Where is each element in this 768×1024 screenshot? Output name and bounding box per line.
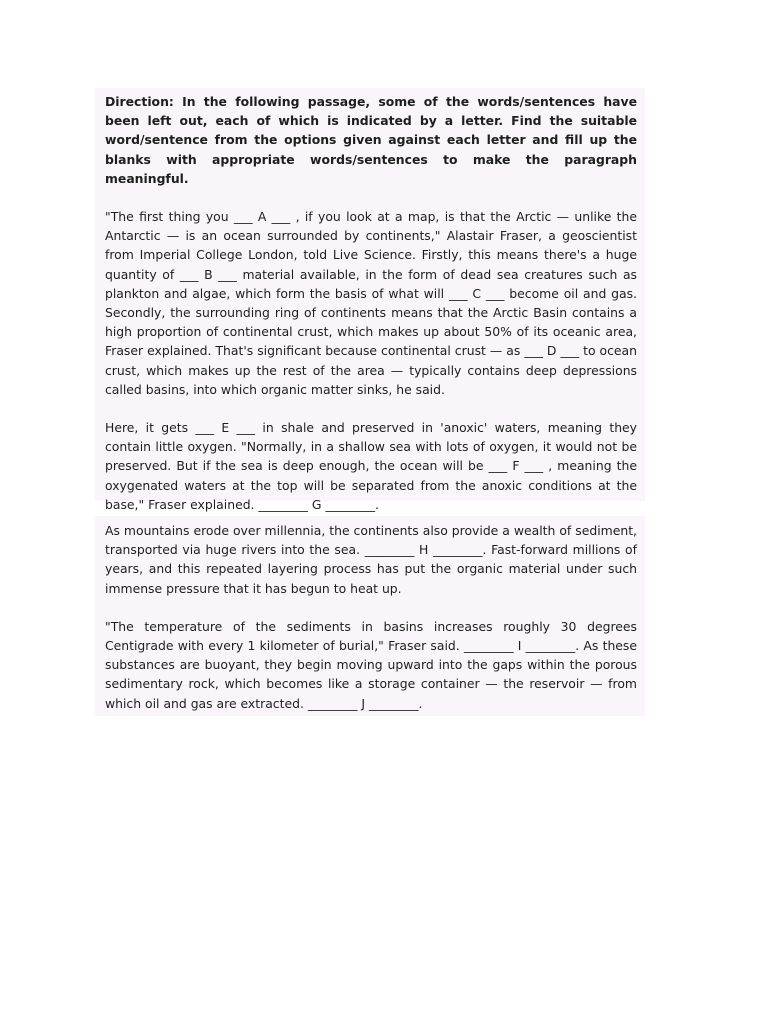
paragraph-spacer [105, 598, 637, 617]
passage-paragraph-1: "The first thing you ___ A ___ , if you look at a map, is that the Arctic — unlike the Antarctic — is an ocean surrounded by continents," Alastair Fraser, a geoscientist from Imperial College London, told Live Science. Firstly, this means there's a huge quantity of ___ B ___ material available, in the form of dead sea creatures such as plankton and algae, which form the basis of what will ___ C ___ become oil and gas. Secondly, the surrounding ring of continents means that the Arctic Basin contains a high proportion of continental crust, which makes up about 50% of its oceanic area, Fraser explained. That's significant because continental crust — as ___ D ___ to ocean crust, which makes up the rest of the area — typically contains deep depressions called basins, into which organic matter sinks, he said. [105, 209, 637, 397]
passage-paragraph-4: "The temperature of the sediments in basins increases roughly 30 degrees Centigrade with every 1 kilometer of burial," Fraser said. ________ I ________. As these substances are buoyant, they begin moving upward into the gaps within the porous sedimentary rock, which becomes like a storage container — the reservoir — from which oil and gas are extracted. ________ J ________. [105, 618, 637, 711]
direction-text: Direction: In the following passage, some of the words/sentences have been left out, each of which is indicated by a letter. Find the suitable word/sentence from the options given against each letter and fill up the blanks with appropriate words/sentences to make the paragraph meaningful. [105, 94, 637, 186]
passage-paragraph-2: Here, it gets ___ E ___ in shale and preserved in 'anoxic' waters, meaning they contain little oxygen. "Normally, in a shallow sea with lots of oxygen, it would not be preserved. But if the sea is deep enough, the ocean will be ___ F ___ , meaning the oxygenated waters at the top will be separated from the anoxic conditions at the base," Fraser explained. ________ G ________. [105, 420, 637, 512]
passage-block-1 [95, 88, 645, 512]
paragraph-spacer [105, 399, 637, 418]
paragraph-spacer [105, 188, 637, 207]
passage-paragraph-3: As mountains erode over millennia, the continents also provide a wealth of sediment, transported via huge rivers into the sea. ________ H ________. Fast-forward millions of years, and this repeated layering process has put the organic material under such immense pressure that it has begun to heat up. [105, 523, 637, 596]
passage-block-2 [95, 516, 645, 716]
